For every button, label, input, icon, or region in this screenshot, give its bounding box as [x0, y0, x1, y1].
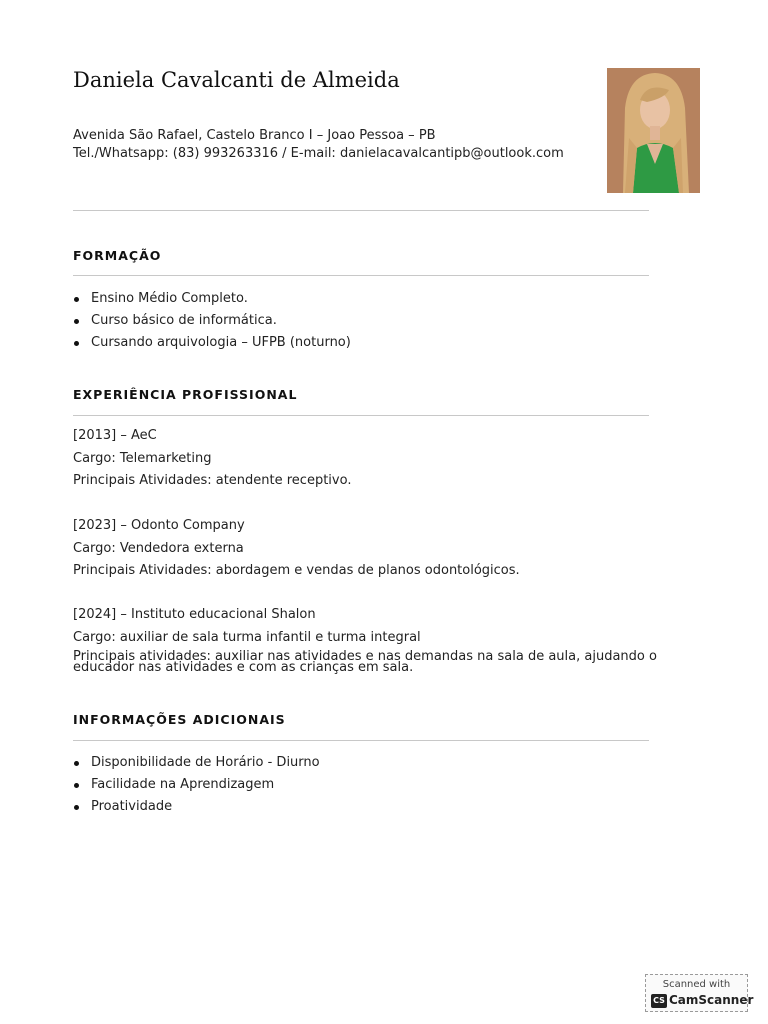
job-role: Cargo: auxiliar de sala turma infantil e turma integral: [73, 629, 421, 645]
section-title-adicionais: INFORMAÇÕES ADICIONAIS: [73, 712, 286, 727]
job-entry: [73, 517, 520, 585]
job-activities: Principais atividades: auxiliar nas atividades e nas demandas na sala de aula, ajudando o educador nas atividades e com as crianças em sala.: [73, 649, 657, 675]
watermark-caption: Scanned with: [662, 979, 731, 990]
section-title-experiencia: EXPERIÊNCIA PROFISSIONAL: [73, 387, 298, 402]
candidate-name: Daniela Cavalcanti de Almeida: [73, 68, 400, 92]
header-divider: [73, 210, 649, 211]
address-line: Avenida São Rafael, Castelo Branco I – Joao Pessoa – PB: [73, 128, 436, 143]
section-divider-experiencia: [73, 415, 649, 416]
job-period: [2013] – AeC: [73, 428, 157, 443]
adicionais-list: [73, 754, 320, 820]
camscanner-logo-icon: CS: [651, 994, 667, 1008]
section-title-formacao: FORMAÇÃO: [73, 248, 162, 263]
camscanner-watermark: [645, 974, 754, 1012]
profile-photo: [607, 68, 700, 193]
section-divider-formacao: [73, 275, 649, 276]
watermark-brand: CamScanner: [669, 993, 754, 1007]
profile-photo-image: [607, 68, 700, 193]
job-activities: Principais Atividades: atendente receptivo.: [73, 473, 352, 488]
job-entry: [73, 606, 673, 673]
job-activities: Principais Atividades: abordagem e vendas de planos odontológicos.: [73, 563, 520, 578]
job-period: [2023] – Odonto Company: [73, 518, 245, 533]
section-divider-adicionais: [73, 740, 649, 741]
list-item: Cursando arquivologia – UFPB (noturno): [73, 334, 351, 356]
contact-block: [73, 127, 564, 163]
formacao-list: [73, 290, 351, 356]
job-period: [2024] – Instituto educacional Shalon: [73, 607, 316, 622]
phone-email-line: Tel./Whatsapp: (83) 993263316 / E-mail: danielacavalcantipb@outlook.com: [73, 146, 564, 161]
list-item: Facilidade na Aprendizagem: [73, 776, 320, 798]
list-item: Curso básico de informática.: [73, 312, 351, 334]
job-role: Cargo: Vendedora externa: [73, 540, 244, 556]
list-item: Ensino Médio Completo.: [73, 290, 351, 312]
job-role: Cargo: Telemarketing: [73, 450, 212, 466]
list-item: Proatividade: [73, 798, 320, 820]
list-item: Disponibilidade de Horário - Diurno: [73, 754, 320, 776]
job-entry: [73, 427, 351, 495]
